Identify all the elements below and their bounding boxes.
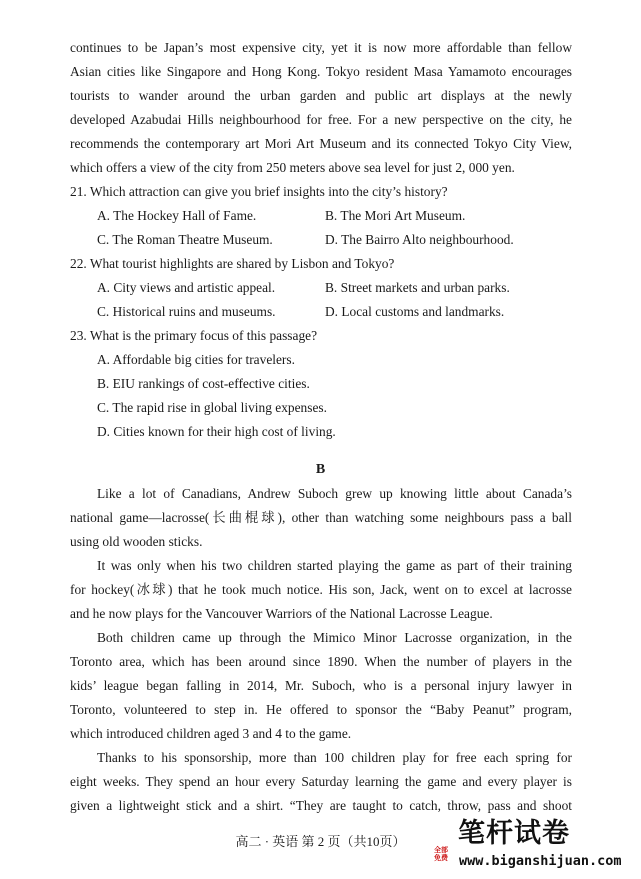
watermark-title: 笔杆试卷: [458, 818, 570, 849]
passage-line: Thanks to his sponsorship, more than 100 children play for free each spring for: [97, 750, 572, 765]
question-22-option-b: B. Street markets and urban parks.: [325, 280, 510, 295]
passage-line: using old wooden sticks.: [70, 534, 203, 549]
passage-line: for hockey(冰球) that he took much notice. His son, Jack, went on to excel at lacrosse: [70, 582, 572, 597]
passage-line: tourists to wander around the urban garden and public art displays at the newly: [70, 88, 572, 103]
question-23-option-c: C. The rapid rise in global living expenses.: [97, 400, 327, 415]
question-22-option-c: C. Historical ruins and museums.: [97, 304, 276, 319]
passage-line: Like a lot of Canadians, Andrew Suboch grew up knowing little about Canada’s: [97, 486, 572, 501]
question-21-option-d: D. The Bairro Alto neighbourhood.: [325, 232, 514, 247]
question-22-option-d: D. Local customs and landmarks.: [325, 304, 505, 319]
watermark-url: www.biganshijuan.com: [459, 853, 622, 869]
question-21-option-b: B. The Mori Art Museum.: [325, 208, 466, 223]
passage-line: which offers a view of the city from 250 meters above sea level for just 2, 000 yen.: [70, 160, 515, 175]
passage-line: eight weeks. They spend an hour every Saturday learning the game and every player is: [70, 774, 572, 789]
question-21-option-a: A. The Hockey Hall of Fame.: [97, 208, 257, 223]
passage-line: and he now plays for the Vancouver Warriors of the National Lacrosse League.: [70, 606, 493, 621]
watermark-badge: 全部免费: [434, 846, 448, 862]
passage-line: national game—lacrosse(长曲棍球), other than watching some neighbours pass a ball: [70, 510, 572, 525]
question-23-option-d: D. Cities known for their high cost of living.: [97, 424, 336, 439]
question-23-stem: 23. What is the primary focus of this passage?: [70, 328, 318, 343]
passage-line: It was only when his two children started playing the game as part of their training: [97, 558, 572, 573]
passage-line: Asian cities like Singapore and Hong Kong. Tokyo resident Masa Yamamoto encourages: [70, 64, 572, 79]
passage-line: Toronto area, which has been around since 1890. When the number of players in the: [70, 654, 572, 669]
passage-line: Both children came up through the Mimico Minor Lacrosse organization, in the: [97, 630, 572, 645]
passage-line: kids’ league began falling in 2014, Mr. Suboch, who is a personal injury lawyer in: [70, 678, 572, 693]
question-23-option-a: A. Affordable big cities for travelers.: [97, 352, 295, 367]
question-21-stem: 21. Which attraction can give you brief insights into the city’s history?: [70, 184, 448, 199]
passage-line: developed Azabudai Hills neighbourhood for free. For a new perspective on the city, he: [70, 112, 572, 127]
passage-line: Toronto, volunteered to step in. He offered to sponsor the “Baby Peanut” program,: [70, 702, 572, 717]
question-22-stem: 22. What tourist highlights are shared by Lisbon and Tokyo?: [70, 256, 395, 271]
passage-line: given a lightweight stick and a shirt. “They are taught to catch, throw, pass and shoot: [70, 798, 572, 813]
passage-line: continues to be Japan’s most expensive city, yet it is now more affordable than fellow: [70, 40, 572, 55]
passage-line: recommends the contemporary art Mori Art Museum and its connected Tokyo City View,: [70, 136, 572, 151]
page-footer: 高二 · 英语 第 2 页（共10页）: [235, 834, 406, 849]
question-23-option-b: B. EIU rankings of cost-effective cities.: [97, 376, 310, 391]
section-heading: B: [315, 462, 326, 477]
passage-line: which introduced children aged 3 and 4 to the game.: [70, 726, 352, 741]
question-22-option-a: A. City views and artistic appeal.: [97, 280, 276, 295]
question-21-option-c: C. The Roman Theatre Museum.: [97, 232, 273, 247]
